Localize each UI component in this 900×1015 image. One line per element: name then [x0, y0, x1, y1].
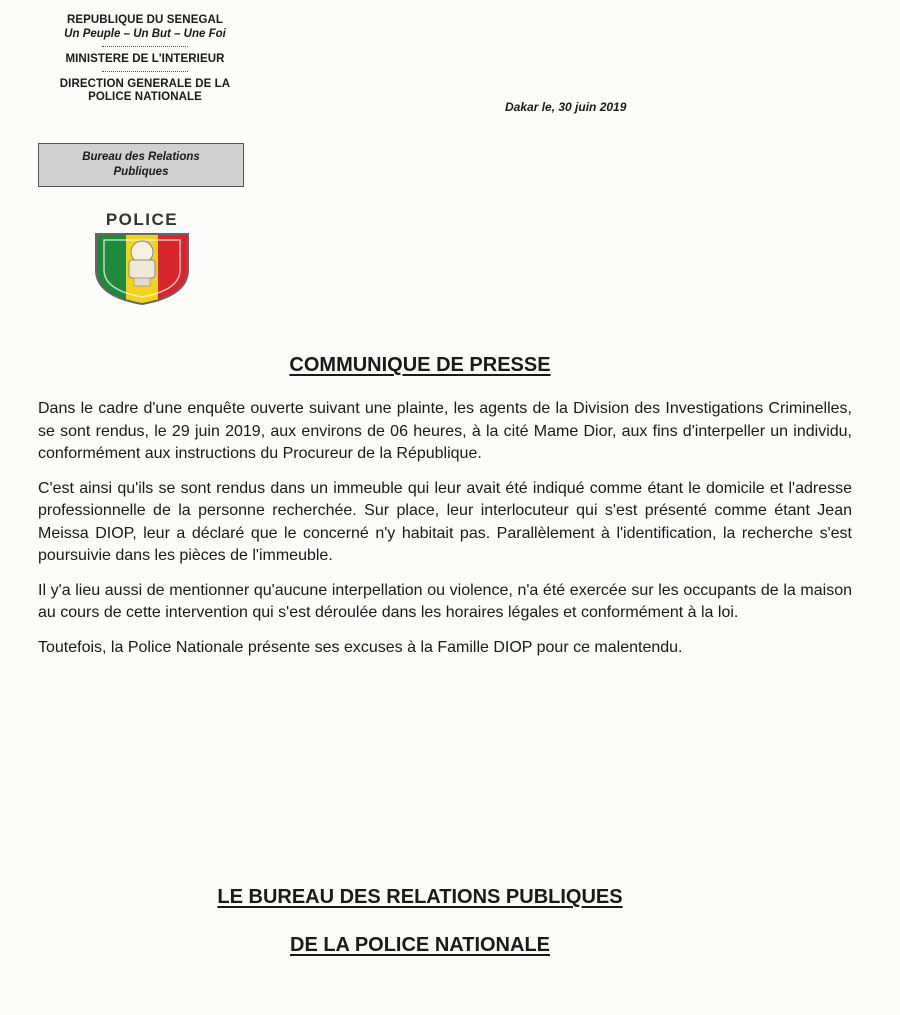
paragraph-1: Dans le cadre d'une enquête ouverte suivant une plainte, les agents de la Division des Investigations Criminelles, se sont rendus, le 29 juin 2019, aux environs de 06 heures, à la cité Mame Dior, aux fins d'interpeller un individu, conformément aux instructions du Procureur de la République.	[38, 400, 852, 462]
republic-name: REPUBLIQUE DU SENEGAL	[66, 14, 224, 26]
bureau-line-1: Bureau des Relations	[82, 151, 200, 163]
signature-line-2: DE LA POLICE NATIONALE	[290, 934, 550, 956]
paragraph-3: Il y'a lieu aussi de mentionner qu'aucune interpellation ou violence, n'a été exercée sur les occupants de la maison au cours de cette intervention qui s'est déroulée dans les horaires légales et conformément à la loi.	[38, 581, 852, 621]
direction-line-1: DIRECTION GENERALE DE LA	[59, 78, 231, 90]
bureau-line-2: Publiques	[113, 166, 169, 178]
national-motto: Un Peuple – Un But – Une Foi	[64, 28, 226, 40]
paragraph-4: Toutefois, la Police Nationale présente ses excuses à la Famille DIOP pour ce malentendu.	[38, 638, 683, 656]
bureau-box	[38, 143, 244, 187]
direction-line-2: POLICE NATIONALE	[88, 91, 202, 103]
letterhead	[30, 14, 260, 104]
signature-line-1: LE BUREAU DES RELATIONS PUBLIQUES	[217, 886, 623, 908]
ministry-name: MINISTERE DE L'INTERIEUR	[65, 53, 225, 65]
document-body	[38, 398, 852, 671]
divider	[102, 46, 188, 47]
police-badge-logo	[90, 210, 194, 302]
police-shield-icon	[92, 230, 192, 306]
divider	[102, 71, 188, 72]
badge-label: POLICE	[105, 210, 179, 229]
document-date: Dakar le, 30 juin 2019	[505, 100, 627, 114]
document-title: COMMUNIQUE DE PRESSE	[289, 354, 551, 376]
paragraph-2: C'est ainsi qu'ils se sont rendus dans un immeuble qui leur avait été indiqué comme étant le domicile et l'adresse professionnelle de la personne recherchée. Sur place, leur interlocuteur qui s'est présenté comme étant Jean Meissa DIOP, leur a déclaré que le concerné n'y habitait pas. Parallèlement à l'identification, la recherche s'est poursuivie dans les pièces de l'immeuble.	[38, 479, 852, 564]
